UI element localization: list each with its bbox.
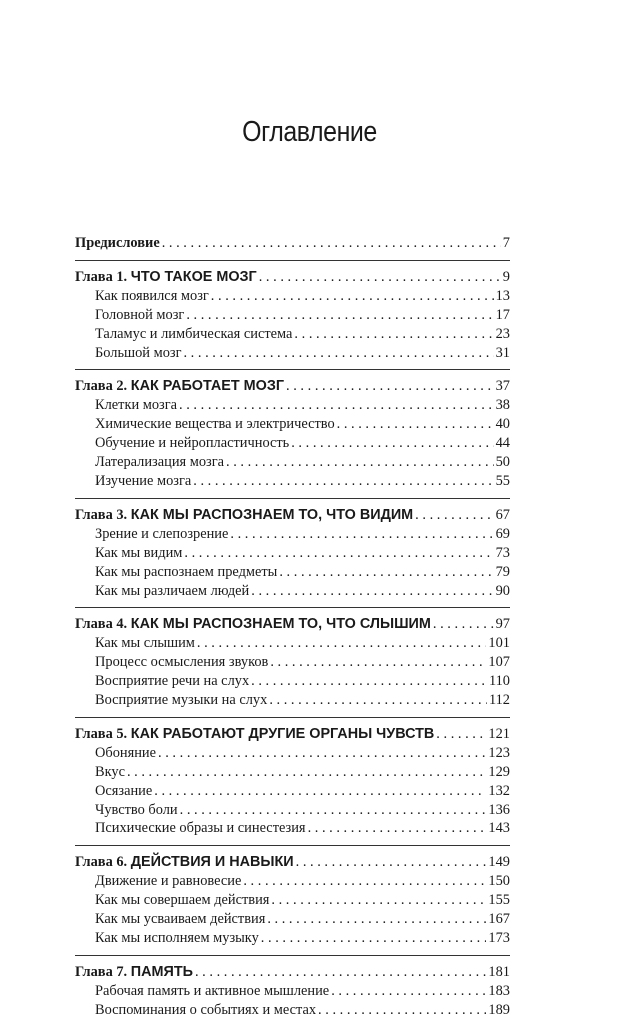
- leader-dots: [269, 691, 487, 710]
- leader-dots: [433, 615, 494, 634]
- entry-page: 189: [488, 1001, 510, 1018]
- chapter-number: Глава 4.: [75, 616, 128, 633]
- entry-label: Вкус: [95, 763, 125, 780]
- entry-page: 31: [495, 344, 510, 361]
- entry-label: Движение и равновесие: [95, 873, 242, 890]
- chapter-title: [75, 853, 294, 872]
- chapter-name: КАК РАБОТАЮТ ДРУГИЕ ОРГАНЫ ЧУВСТВ: [130, 725, 435, 742]
- entry-label: Процесс осмысления звуков: [95, 654, 269, 671]
- entry-page: 44: [495, 435, 510, 452]
- toc-entry-chapter[interactable]: [75, 963, 510, 982]
- chapter-list: [75, 260, 510, 1020]
- entry-page: 181: [488, 963, 510, 980]
- chapter-divider: [75, 369, 510, 370]
- toc-entry-section[interactable]: [75, 801, 510, 820]
- entry-page: 129: [488, 763, 510, 780]
- entry-page: 9: [502, 268, 510, 285]
- leader-dots: [318, 1001, 486, 1020]
- leader-dots: [308, 819, 487, 838]
- leader-dots: [436, 725, 486, 744]
- entry-page: 143: [488, 820, 510, 837]
- leader-dots: [270, 653, 486, 672]
- leader-dots: [331, 982, 486, 1001]
- toc-entry-chapter[interactable]: [75, 853, 510, 872]
- toc-entry-section[interactable]: [75, 782, 510, 801]
- chapter-divider: [75, 607, 510, 608]
- toc-entry-chapter[interactable]: [75, 615, 510, 634]
- table-of-contents: [75, 234, 510, 1020]
- entry-page: 149: [488, 854, 510, 871]
- entry-page: 97: [495, 616, 510, 633]
- toc-entry-section[interactable]: [75, 434, 510, 453]
- toc-entry-chapter[interactable]: [75, 506, 510, 525]
- entry-label: Как мы видим: [95, 544, 183, 561]
- chapter-number: Глава 7.: [75, 963, 128, 980]
- entry-label: Как мы исполняем музыку: [95, 930, 259, 946]
- chapter-title: [75, 268, 257, 287]
- chapter-divider: [75, 717, 510, 718]
- toc-entry-section[interactable]: [75, 563, 510, 582]
- toc-entry-chapter[interactable]: [75, 377, 510, 396]
- chapter-group: [75, 853, 510, 948]
- entry-label: Восприятие музыки на слух: [95, 692, 268, 709]
- leader-dots: [226, 453, 494, 472]
- toc-entry-section[interactable]: [75, 653, 510, 672]
- leader-dots: [180, 801, 487, 820]
- entry-label: Осязание: [95, 782, 153, 799]
- entry-label: Как мы слышим: [95, 635, 195, 652]
- leader-dots: [271, 891, 486, 910]
- chapter-title: [75, 506, 413, 525]
- entry-label: Как мы различаем людей: [95, 582, 250, 599]
- entry-page: 37: [495, 378, 510, 395]
- toc-entry-section[interactable]: [75, 544, 510, 563]
- chapter-name: КАК МЫ РАСПОЗНАЕМ ТО, ЧТО СЛЫШИМ: [130, 616, 431, 633]
- preface-group: [75, 234, 510, 253]
- toc-entry-chapter[interactable]: [75, 725, 510, 744]
- leader-dots: [261, 929, 487, 948]
- chapter-name: КАК МЫ РАСПОЗНАЕМ ТО, ЧТО ВИДИМ: [130, 506, 414, 523]
- toc-entry-chapter[interactable]: [75, 268, 510, 287]
- leader-dots: [162, 234, 501, 253]
- entry-label: Обоняние: [95, 744, 157, 761]
- chapter-title: [75, 963, 193, 982]
- entry-page: 150: [488, 873, 510, 890]
- chapter-group: [75, 725, 510, 838]
- entry-page: 38: [495, 397, 510, 414]
- entry-label: Психические образы и синестезия: [95, 820, 306, 837]
- entry-page: 110: [488, 673, 510, 690]
- chapter-title: [75, 725, 434, 744]
- chapter-divider: [75, 260, 510, 261]
- toc-entry-section[interactable]: [75, 582, 510, 601]
- chapter-number: Глава 3.: [75, 506, 128, 523]
- entry-label: Клетки мозга: [95, 397, 178, 414]
- chapter-name: ДЕЙСТВИЯ И НАВЫКИ: [130, 854, 294, 871]
- chapter-title: [75, 615, 431, 634]
- leader-dots: [243, 872, 486, 891]
- entry-label: Изучение мозга: [95, 472, 192, 489]
- toc-entry-section[interactable]: [75, 872, 510, 891]
- chapter-divider: [75, 955, 510, 956]
- leader-dots: [183, 344, 493, 363]
- entry-label: Латерализация мозга: [95, 454, 225, 471]
- entry-page: 132: [488, 782, 510, 799]
- toc-entry-section[interactable]: [75, 691, 510, 710]
- entry-page: 101: [488, 635, 510, 652]
- entry-page: 123: [488, 744, 510, 761]
- leader-dots: [267, 910, 486, 929]
- leader-dots: [279, 563, 493, 582]
- toc-entry-section[interactable]: [75, 344, 510, 363]
- leader-dots: [211, 287, 494, 306]
- entry-page: 40: [495, 416, 510, 433]
- entry-label: Предисловие: [75, 235, 160, 251]
- leader-dots: [291, 434, 493, 453]
- toc-entry-section[interactable]: [75, 744, 510, 763]
- chapter-divider: [75, 498, 510, 499]
- toc-entry-section[interactable]: [75, 929, 510, 948]
- entry-label: Рабочая память и активное мышление: [95, 982, 330, 999]
- leader-dots: [337, 415, 494, 434]
- chapter-divider: [75, 845, 510, 846]
- leader-dots: [251, 582, 493, 601]
- toc-entry-section[interactable]: [75, 306, 510, 325]
- entry-page: 183: [488, 982, 510, 999]
- entry-page: 7: [502, 235, 510, 251]
- entry-label: Химические вещества и электричество: [95, 416, 335, 433]
- entry-label: Зрение и слепозрение: [95, 525, 229, 542]
- entry-page: 90: [495, 582, 510, 599]
- entry-label: Головной мозг: [95, 306, 185, 323]
- entry-label: Как мы усваиваем действия: [95, 911, 266, 928]
- entry-page: 13: [495, 287, 510, 304]
- chapter-name: КАК РАБОТАЕТ МОЗГ: [130, 378, 285, 395]
- chapter-group: [75, 615, 510, 710]
- entry-page: 69: [495, 525, 510, 542]
- leader-dots: [294, 325, 493, 344]
- leader-dots: [179, 396, 494, 415]
- toc-entry-section[interactable]: [75, 453, 510, 472]
- chapter-name: ПАМЯТЬ: [130, 963, 193, 980]
- chapter-number: Глава 1.: [75, 268, 128, 285]
- entry-page: 155: [488, 892, 510, 909]
- entry-page: 73: [495, 544, 510, 561]
- leader-dots: [296, 853, 487, 872]
- leader-dots: [186, 306, 493, 325]
- chapter-group: [75, 268, 510, 363]
- toc-entry-section[interactable]: [75, 396, 510, 415]
- chapter-group: [75, 377, 510, 490]
- entry-label: Как мы распознаем предметы: [95, 563, 278, 580]
- chapter-number: Глава 6.: [75, 854, 128, 871]
- leader-dots: [127, 763, 486, 782]
- leader-dots: [415, 506, 493, 525]
- entry-label: Таламус и лимбическая система: [95, 325, 293, 342]
- entry-page: 121: [488, 725, 510, 742]
- toc-entry-section[interactable]: [75, 415, 510, 434]
- entry-label: Чувство боли: [95, 801, 178, 818]
- chapter-title: [75, 377, 284, 396]
- entry-label: Воспоминания о событиях и местах: [95, 1001, 317, 1018]
- toc-entry-section[interactable]: [75, 891, 510, 910]
- leader-dots: [197, 634, 487, 653]
- entry-label: Обучение и нейропластичность: [95, 435, 290, 452]
- toc-entry-section[interactable]: [75, 472, 510, 491]
- leader-dots: [251, 672, 487, 691]
- leader-dots: [193, 472, 493, 491]
- entry-page: 67: [495, 506, 510, 523]
- leader-dots: [154, 782, 486, 801]
- chapter-group: [75, 963, 510, 1020]
- entry-page: 107: [488, 654, 510, 671]
- entry-page: 79: [495, 563, 510, 580]
- toc-entry-section[interactable]: [75, 525, 510, 544]
- chapter-number: Глава 5.: [75, 725, 128, 742]
- entry-page: 55: [495, 472, 510, 489]
- toc-entry-section[interactable]: [75, 763, 510, 782]
- entry-label: Как появился мозг: [95, 287, 209, 304]
- toc-entry-section[interactable]: [75, 910, 510, 929]
- page-title: Оглавление: [242, 116, 377, 148]
- leader-dots: [230, 525, 493, 544]
- entry-page: 173: [488, 930, 510, 946]
- entry-page: 50: [495, 454, 510, 471]
- entry-page: 167: [488, 911, 510, 928]
- leader-dots: [184, 544, 493, 563]
- entry-page: 112: [488, 692, 510, 709]
- leader-dots: [286, 377, 494, 396]
- entry-label: Как мы совершаем действия: [95, 892, 270, 909]
- leader-dots: [158, 744, 486, 763]
- toc-entry-section[interactable]: [75, 325, 510, 344]
- chapter-group: [75, 506, 510, 601]
- toc-entry-section[interactable]: [75, 1001, 510, 1020]
- leader-dots: [259, 268, 501, 287]
- toc-entry-section[interactable]: [75, 634, 510, 653]
- entry-page: 17: [495, 306, 510, 323]
- toc-entry-section[interactable]: [75, 672, 510, 691]
- toc-entry-preface[interactable]: [75, 234, 510, 253]
- leader-dots: [195, 963, 486, 982]
- toc-entry-section[interactable]: [75, 287, 510, 306]
- toc-entry-section[interactable]: [75, 982, 510, 1001]
- entry-label: Большой мозг: [95, 344, 182, 361]
- entry-page: 136: [488, 801, 510, 818]
- chapter-name: ЧТО ТАКОЕ МОЗГ: [130, 268, 257, 285]
- entry-label: Восприятие речи на слух: [95, 673, 250, 690]
- toc-entry-section[interactable]: [75, 819, 510, 838]
- entry-page: 23: [495, 325, 510, 342]
- chapter-number: Глава 2.: [75, 378, 128, 395]
